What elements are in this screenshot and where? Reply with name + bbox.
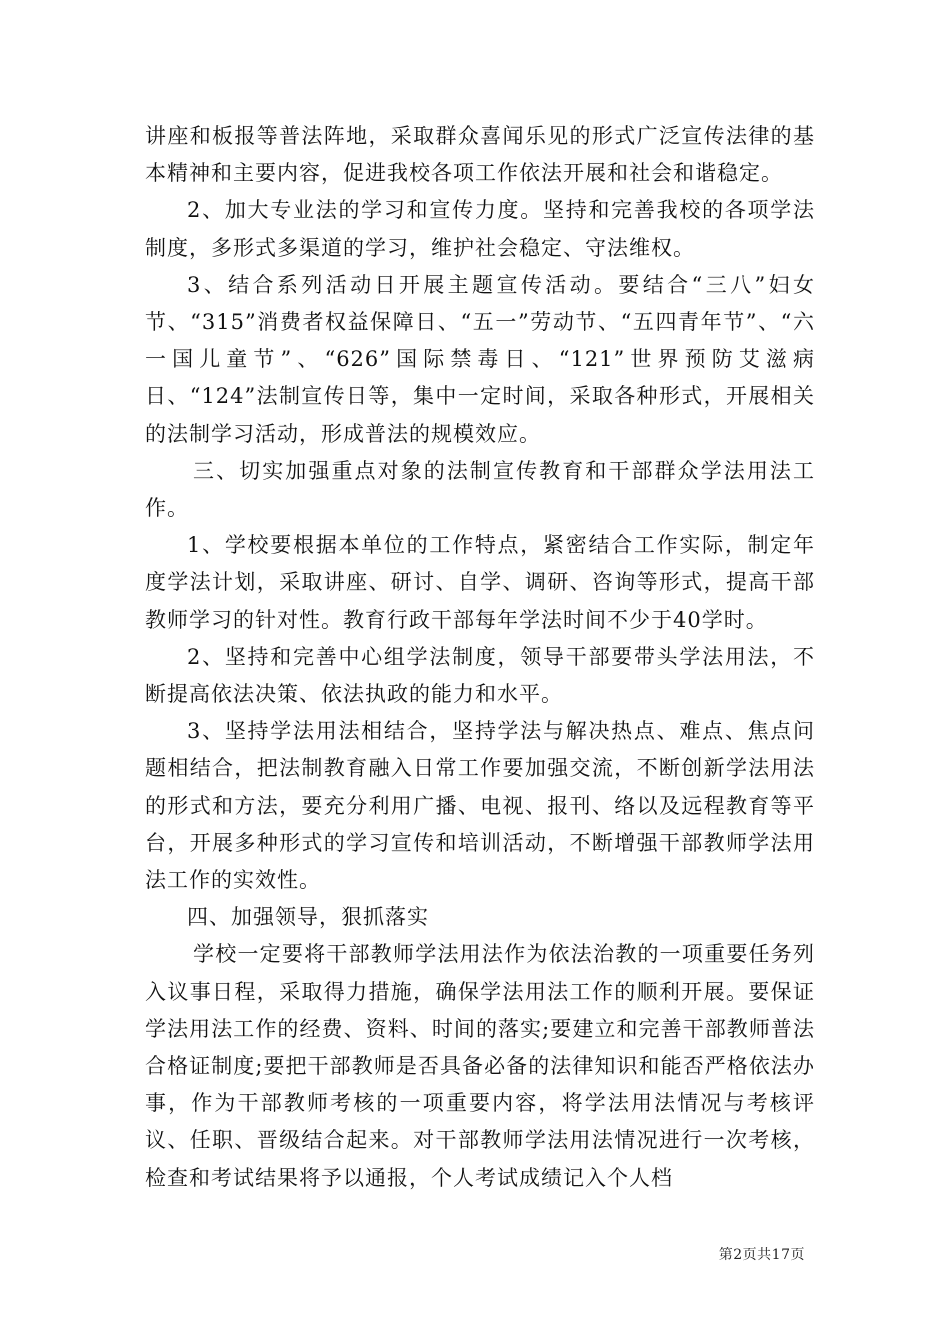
- paragraph-item-3-combine-study: 3、坚持学法用法相结合，坚持学法与解决热点、难点、焦点问题相结合，把法制教育融入日常工作要加强交流，不断创新学法用法的形式和方法，要充分利用广播、电视、报刊、络以及远程教育等平台，开展多种形式的学习宣传和培训活动，不断增强干部教师学法用法工作的实效性。: [145, 719, 815, 893]
- paragraph-item-3-theme-days: 3、结合系列活动日开展主题宣传活动。要结合“三八”妇女节、“315”消费者权益保障日、“五一”劳动节、“五四青年节”、“六一国儿童节”、“626”国际禁毒日、“121”世界预防艾滋病日、“124”法制宣传日等，集中一定时间，采取各种形式，开展相关的法制学习活动，形成普法的规模效应。: [145, 272, 815, 446]
- section-heading-four: 四、加强领导，狠抓落实: [187, 905, 429, 930]
- document-body: [145, 118, 815, 1197]
- paragraph-item-2-specialized-law: 2、加大专业法的学习和宣传力度。坚持和完善我校的各项学法制度，多形式多渠道的学习，维护社会稳定、守法维权。: [145, 198, 815, 260]
- paragraph-leadership: 学校一定要将干部教师学法用法作为依法治教的一项重要任务列入议事日程，采取得力措施，确保学法用法工作的顺利开展。要保证学法用法工作的经费、资料、时间的落实;要建立和完善干部教师普法合格证制度;要把干部教师是否具备必备的法律知识和能否严格依法办事，作为干部教师考核的一项重要内容，将学法用法情况与考核评议、任职、晋级结合起来。对干部教师学法用法情况进行一次考核，检查和考试结果将予以通报，个人考试成绩记入个人档: [145, 942, 815, 1190]
- section-heading-three: 三、切实加强重点对象的法制宣传教育和干部群众学法用法工作。: [145, 458, 815, 521]
- paragraph-continuation: 讲座和板报等普法阵地，采取群众喜闻乐见的形式广泛宣传法律的基本精神和主要内容，促进我校各项工作依法开展和社会和谐稳定。: [145, 124, 815, 186]
- paragraph-item-1-study-plan: 1、学校要根据本单位的工作特点，紧密结合工作实际，制定年度学法计划，采取讲座、研讨、自学、调研、咨询等形式，提高干部教师学习的针对性。教育行政干部每年学法时间不少于40学时。: [145, 533, 815, 632]
- page-number-footer: 第2页共17页: [718, 1247, 805, 1263]
- paragraph-item-2-central-group: 2、坚持和完善中心组学法制度，领导干部要带头学法用法，不断提高依法决策、依法执政的能力和水平。: [145, 644, 815, 707]
